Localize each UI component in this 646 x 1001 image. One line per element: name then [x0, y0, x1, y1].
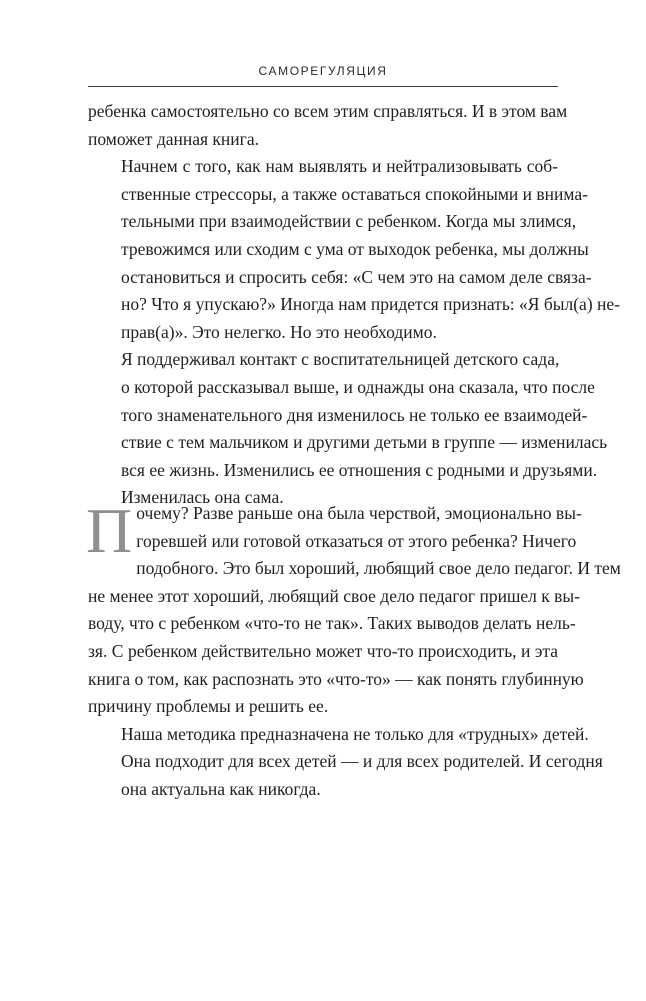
text-line: прав(а)». Это нелегко. Но это необходимо.: [121, 321, 437, 342]
paragraph-continued: [88, 98, 568, 153]
text-line: зя. С ребенком действительно может что-то происходить, и эта: [88, 640, 558, 661]
running-head: САМОРЕГУЛЯЦИЯ: [258, 64, 388, 78]
drop-cap: П: [86, 495, 133, 566]
paragraph-stressors: [88, 153, 620, 346]
text-line: ственные стрессоры, а также оставаться спокойными и внима-: [121, 183, 588, 204]
text-line: Я поддерживал контакт с воспитательницей детского сада,: [121, 349, 560, 370]
text-line: книга о том, как распознать это «что-то» — как понять глубинную: [88, 668, 584, 689]
text-line: подобного. Это был хороший, любящий свое дело педагог. И тем: [136, 558, 621, 579]
text-line: ребенка самостоятельно со всем этим справляться. И в этом вам: [88, 101, 568, 121]
text-line: Она подходит для всех детей — и для всех родителей. И сегодня: [121, 751, 603, 772]
text-line: не менее этот хороший, любящий свое дело педагог пришел к вы-: [88, 585, 581, 606]
text-line: тревожимся или сходим с ума от выходок ребенка, мы должны: [121, 238, 589, 259]
text-line: она актуальна как никогда.: [121, 778, 321, 799]
text-line: но? Что я упускаю?» Иногда нам придется признать: «Я был(а) не-: [121, 294, 620, 315]
paragraph-method: [88, 721, 603, 804]
paragraph-teacher: [88, 346, 608, 512]
text-line: остановиться и спросить себя: «С чем это на самом деле связа-: [121, 266, 592, 287]
text-line: тельными при взаимодействии с ребенком. Когда мы злимся,: [121, 211, 577, 232]
text-line: горевшей или готовой отказаться от этого ребенка? Ничего: [136, 530, 577, 551]
text-line: причину проблемы и решить ее.: [88, 696, 329, 717]
text-line: Начнем с того, как нам выявлять и нейтрализовывать соб-: [121, 156, 558, 177]
text-line: о которой рассказывал выше, и однажды она сказала, что после: [121, 376, 595, 397]
text-line: ствие с тем мальчиком и другими детьми в группе — изменилась: [121, 432, 608, 453]
text-section-1: [88, 98, 620, 512]
text-line: вся ее жизнь. Изменились ее отношения с родными и друзьями.: [121, 459, 598, 480]
text-line: того знаменательного дня изменилось не только ее взаимодей-: [121, 404, 588, 425]
header-rule: [88, 86, 558, 87]
text-line: Изменилась она сама.: [121, 487, 284, 508]
text-line: поможет данная книга.: [88, 128, 259, 149]
text-line: очему? Разве раньше она была черствой, эмоционально вы-: [136, 503, 582, 523]
text-line: Наша методика предназначена не только для «трудных» детей.: [121, 723, 589, 744]
text-line: воду, что с ребенком «что-то не так». Таких выводов делать нель-: [88, 613, 576, 634]
